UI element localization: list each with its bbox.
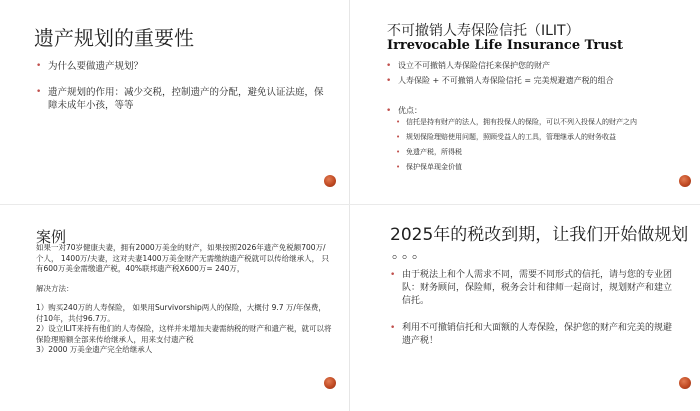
- slide-marker-icon: [324, 377, 336, 389]
- spacer: [386, 90, 696, 102]
- slide-title: 2025年的税改到期，让我们开始做规划: [390, 225, 689, 245]
- slide-title: 遗产规划的重要性: [34, 26, 194, 50]
- bullet-list: [390, 269, 675, 362]
- sub-list-item: • 规划保险理赔使用问题，照顾受益人的工具，管理继承人的财务收益: [396, 133, 616, 141]
- case-body: [36, 243, 332, 356]
- sub-list-item: • 免遗产税，所得税: [396, 148, 462, 156]
- slide-title-continuation: 。。。: [392, 246, 429, 262]
- bullet-list: [386, 60, 696, 120]
- slide-ilit[interactable]: [350, 0, 700, 205]
- bullet-icon: •: [396, 118, 401, 126]
- list-item: • 设立不可撤销人寿保险信托来保护您的财产: [386, 61, 550, 71]
- list-item: • 遗产规划的作用：减少交税，控制遗产的分配，避免认证法庭，保障未成年小孩，等等: [36, 87, 324, 111]
- bullet-icon: •: [386, 106, 392, 116]
- list-item: • 为什么要做遗产规划？: [36, 61, 144, 72]
- bullet-icon: •: [386, 61, 392, 71]
- bullet-icon: •: [390, 323, 396, 333]
- bullet-icon: •: [396, 163, 401, 171]
- sub-list-item: • 保护保单现金价值: [396, 163, 462, 171]
- sub-list-item: • 信托是持有财产的法人，拥有投保人的保险，可以不列入投保人的财产之内: [396, 118, 637, 126]
- slide-tax-reform[interactable]: [350, 205, 700, 411]
- bullet-icon: •: [36, 87, 42, 97]
- slide-title: 案例: [36, 228, 67, 246]
- case-text: 如果一对70岁健康夫妻，拥有2000万美金的财产，如果按照2026年遗产免税额700万/个人， 1400万/夫妻，这对夫妻1400万美金财产无需缴纳遗产税就可以传给继承人， 只有600万美金需缴遗产税，40%联邦遗产税X600万= 240万，: [36, 243, 329, 273]
- slide-subtitle: Irrevocable Life Insurance Trust: [387, 38, 623, 53]
- slide-marker-icon: [324, 175, 336, 187]
- slide-marker-icon: [679, 175, 691, 187]
- slide-estate-planning-importance[interactable]: [0, 0, 350, 205]
- list-item: • 人寿保险 + 不可撤销人寿保险信托 = 完美规避遗产税的组合: [386, 76, 614, 86]
- sub-bullet-list: [396, 117, 696, 177]
- bullet-icon: •: [36, 61, 42, 71]
- bullet-icon: •: [396, 133, 401, 141]
- step-item: 3）2000 万美金遗产完全给继承人: [36, 345, 153, 354]
- list-item: • 由于税法上和个人需求不同，需要不同形式的信托，请与您的专业团队：财务顾问，保险师，税务会计和律师一起商讨，规划财产和建立信托。: [390, 270, 673, 306]
- bullet-icon: •: [390, 270, 396, 280]
- list-item: • 优点：: [386, 106, 422, 116]
- slide-marker-icon: [679, 377, 691, 389]
- list-item: • 利用不可撤销信托和大面额的人寿保险，保护您的财产和完美的规避遗产税！: [390, 323, 673, 346]
- slide-title: 不可撤销人寿保险信托（ILIT）: [387, 23, 580, 39]
- step-item: 2）设立ILIT来持有他们的人寿保险，这样并未增加夫妻需纳税的财产和遗产税，就可以将保险理赔额全部来传给继承人，用来支付遗产税: [36, 324, 332, 344]
- method-label: 解决方法：: [36, 283, 74, 293]
- bullet-icon: •: [396, 148, 401, 156]
- bullet-icon: •: [386, 76, 392, 86]
- bullet-list: [36, 60, 326, 125]
- step-item: 1）购买240万的人寿保险， 如果用Survivorship两人的保险，大概付 9.7 万/年保费，付10年，共付96.7万。: [36, 303, 326, 323]
- slide-case-study[interactable]: [0, 205, 350, 411]
